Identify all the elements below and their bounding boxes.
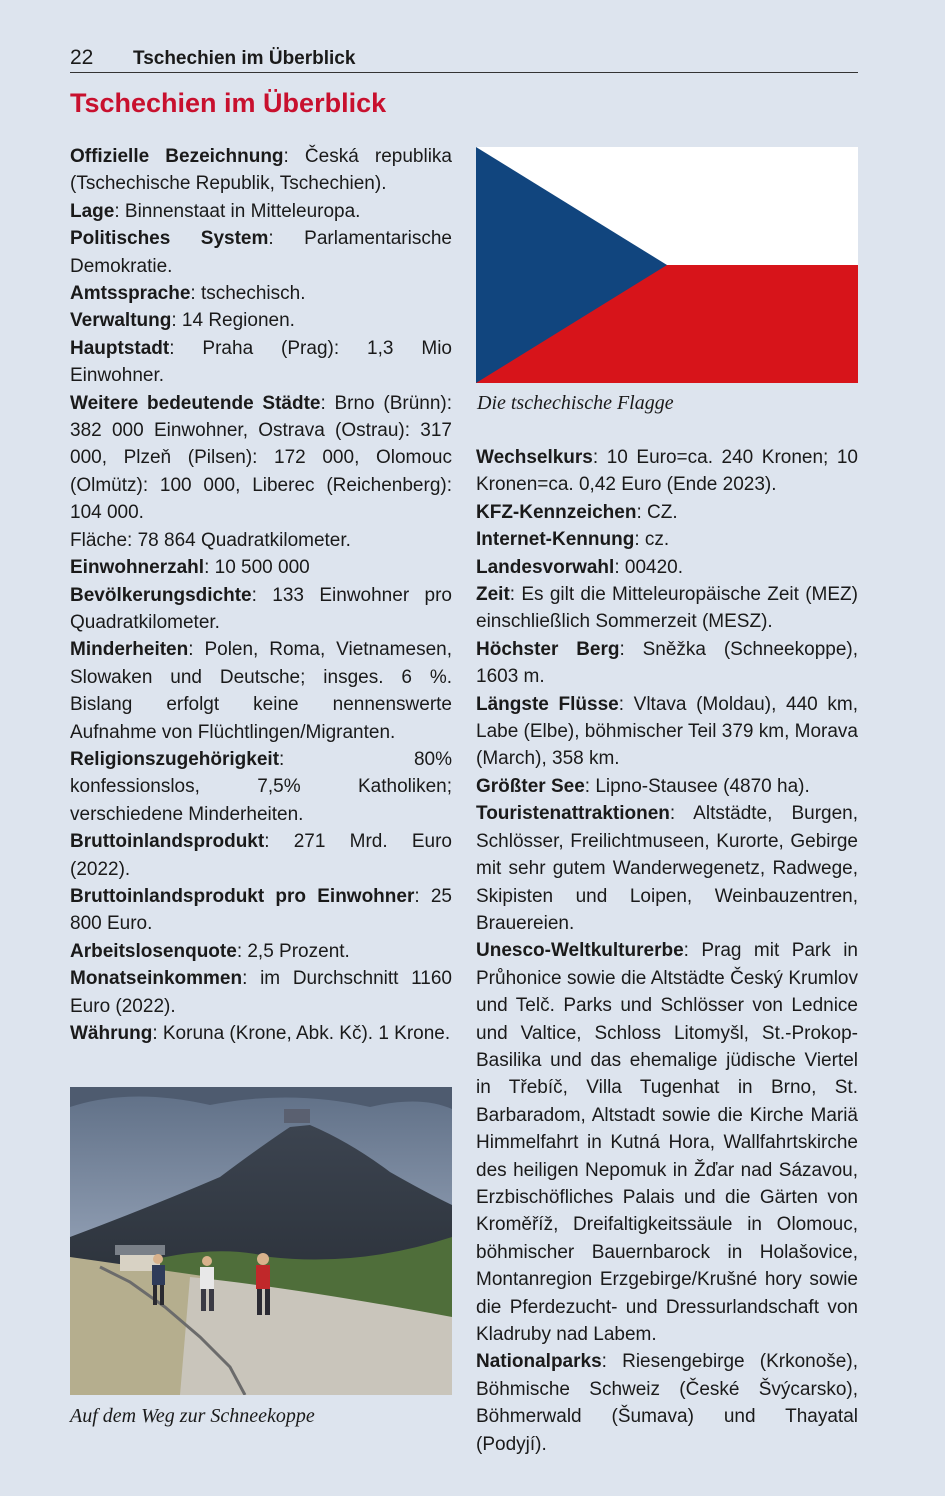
hut-roof xyxy=(115,1245,165,1255)
fact-label: Verwaltung xyxy=(70,310,172,332)
schneekoppe-hiking-photo xyxy=(70,1087,452,1395)
fact-entry xyxy=(70,582,452,637)
fact-value: : Sněžka (Schneekoppe), 1603 m. xyxy=(476,638,858,688)
fact-entry xyxy=(476,526,858,553)
fact-entry xyxy=(476,691,858,773)
fact-label: Währung xyxy=(70,1023,153,1044)
fact-label: Amtssprache xyxy=(70,283,191,305)
fact-label: Unesco-Weltkulturerbe xyxy=(476,940,684,962)
photo-caption: Auf dem Weg zur Schneekoppe xyxy=(70,1405,315,1427)
fact-label: KFZ-Kennzeichen xyxy=(476,501,637,523)
fact-value: : Es gilt die Mitteleuropäische Zeit (MEZ) einschließlich Sommerzeit (MESZ). xyxy=(476,584,858,633)
fact-entry xyxy=(70,280,452,307)
running-header xyxy=(70,46,858,73)
fact-entry xyxy=(70,527,452,554)
fact-value: : Brno (Brünn): 382 000 Einwohner, Ostrava (Ostrau): 317 000, Plzeň (Pilsen): 172 000, Olomouc (Olmütz): 100 000, Liberec (Reichenberg): 104 000. xyxy=(70,392,452,524)
fact-value: : 14 Regionen. xyxy=(171,310,295,332)
fact-entry xyxy=(70,335,452,390)
fact-label: Bruttoinlandsprodukt xyxy=(70,831,265,853)
fact-label: Landesvorwahl xyxy=(476,556,615,578)
fact-value: : Polen, Roma, Vietnamesen, Slowaken und Deutsche; insges. 6 %. Bislang erfolgt keine nennenswerte Aufnahme von Flüchtlingen/Migranten. xyxy=(70,639,452,743)
fact-entry xyxy=(70,883,452,938)
fact-value: : 2,5 Prozent. xyxy=(236,940,350,962)
fact-entry xyxy=(476,499,858,526)
fact-entry xyxy=(476,773,858,800)
fact-label: Längste Flüsse xyxy=(476,693,619,715)
fact-value: : Altstädte, Burgen, Schlösser, Freilichtmuseen, Kurorte, Gebirge mit sehr gutem Wanderwegenetz, Radwege, Skipisten und Loipen, Weinbauzentren, Brauereien. xyxy=(476,803,858,934)
fact-label: Internet-Kennung xyxy=(476,529,635,551)
fact-entry xyxy=(70,746,452,828)
fact-label: Monatseinkommen xyxy=(70,968,243,990)
fact-label: Einwohnerzahl xyxy=(70,557,205,579)
fact-entry xyxy=(70,828,452,883)
fact-value: : Binnenstaat in Mitteleuropa. xyxy=(114,200,361,222)
czech-flag-image xyxy=(476,147,858,383)
fact-value: : Praha (Prag): 1,3 Mio Einwohner. xyxy=(70,337,452,387)
fact-value: : Prag mit Park in Průhonice sowie die Altstädte Český Krumlov und Telč. Parks und Schlösser von Lednice und Valtice, Schloss Litomyšl, St.-Prokop-Basilika und das ehemalige jüdische Viertel in Třebíč, Villa Tugenhat in Brno, St. Barbaradom, Altstadt sowie die Kirche Mariä Himmelfahrt in Kutná Hora, Wallfahrtskirche des heiligen Nepomuk in Žďar nad Sázavou, Erzbischöfliches Palais und die Gärten von Kroměříž, Dreifaltigkeitssäule in Olomouc, böhmischer Bauernbarock in Holašovice, Montanregion Erzgebirge/Krušné hory sowie die Pferdezucht- und Dressurlandschaft von Kladruby nad Labem. xyxy=(476,940,858,1345)
fact-label: Politisches System xyxy=(70,228,269,250)
fact-label: Höchster Berg xyxy=(476,638,620,660)
fact-entry xyxy=(70,636,452,746)
fact-value: : cz. xyxy=(634,529,670,551)
fact-value: : im Durchschnitt 1160 Euro (2022). xyxy=(70,968,452,1017)
fact-label: Weitere bedeutende Städte xyxy=(70,392,321,414)
fact-label: Religionszugehörigkeit xyxy=(70,748,280,770)
fact-entry xyxy=(70,143,452,198)
fact-value: : Riesengebirge (Krkonoše), Böhmische Schweiz (České Švýcarsko), Böhmerwald (Šumava) und Thayatal (Podyjí). xyxy=(476,1351,858,1455)
fact-entry xyxy=(476,800,858,937)
fact-entry xyxy=(70,307,452,334)
fact-entry xyxy=(70,198,452,225)
fact-entry xyxy=(476,554,858,581)
summit-building xyxy=(284,1109,310,1123)
page-number: 22 xyxy=(70,46,94,69)
fact-value: : 10 500 000 xyxy=(204,557,310,579)
fact-entry xyxy=(476,937,858,1348)
fact-value: : Vltava (Moldau), 440 km, Labe (Elbe), böhmischer Teil 379 km, Morava (March), 358 km. xyxy=(476,693,858,770)
fact-entry xyxy=(70,554,452,581)
fact-label: Lage xyxy=(70,200,115,222)
fact-label: Touristenattraktionen xyxy=(476,803,670,825)
fact-entry xyxy=(476,636,858,691)
right-column-facts xyxy=(476,444,858,1458)
fact-label: Offizielle Bezeichnung xyxy=(70,146,284,167)
page-title: Tschechien im Überblick xyxy=(70,88,387,118)
fact-entry xyxy=(70,390,452,527)
left-column-facts xyxy=(70,143,452,1047)
fact-entry xyxy=(70,225,452,280)
fact-label: Größter See xyxy=(476,775,585,797)
fact-label: Zeit xyxy=(476,584,510,606)
fact-entry xyxy=(476,1348,858,1458)
fact-value: : 00420. xyxy=(614,556,683,578)
running-title: Tschechien im Überblick xyxy=(133,48,356,69)
fact-label: Bevölkerungsdichte xyxy=(70,584,252,606)
fact-value: : Lipno-Stausee (4870 ha). xyxy=(584,775,810,797)
fact-entry xyxy=(70,938,452,965)
fact-value: : 133 Einwohner pro Quadratkilometer. xyxy=(70,584,452,633)
fact-value: : 271 Mrd. Euro (2022). xyxy=(70,831,452,880)
fact-value: Fläche: 78 864 Quadratkilometer. xyxy=(70,529,351,551)
fact-entry xyxy=(70,965,452,1020)
fact-label: Bruttoinlandsprodukt pro Einwohner xyxy=(70,885,415,907)
fact-label: Minderheiten xyxy=(70,639,189,661)
fact-value: : Parlamentarische Demokratie. xyxy=(70,228,452,277)
fact-entry xyxy=(476,581,858,636)
fact-label: Nationalparks xyxy=(476,1351,602,1373)
fact-value: : CZ. xyxy=(636,501,678,523)
fact-value: : 25 800 Euro. xyxy=(70,885,452,935)
fact-label: Arbeitslosenquote xyxy=(70,940,237,962)
flag-caption: Die tschechische Flagge xyxy=(477,392,674,414)
fact-value: : 80% konfessionslos, 7,5% Katholiken; verschiedene Minderheiten. xyxy=(70,748,452,825)
fact-value: : Česká republika (Tschechische Republik, Tschechien). xyxy=(70,146,452,195)
fact-label: Wechselkurs xyxy=(476,447,593,468)
fact-value: : tschechisch. xyxy=(190,283,306,305)
fact-entry xyxy=(70,1020,452,1047)
fact-value: : Koruna (Krone, Abk. Kč). 1 Krone. xyxy=(152,1023,451,1044)
fact-label: Hauptstadt xyxy=(70,337,170,359)
fact-value: : 10 Euro=ca. 240 Kronen; 10 Kronen=ca. 0,42 Euro (Ende 2023). xyxy=(476,447,858,496)
fact-entry xyxy=(476,444,858,499)
